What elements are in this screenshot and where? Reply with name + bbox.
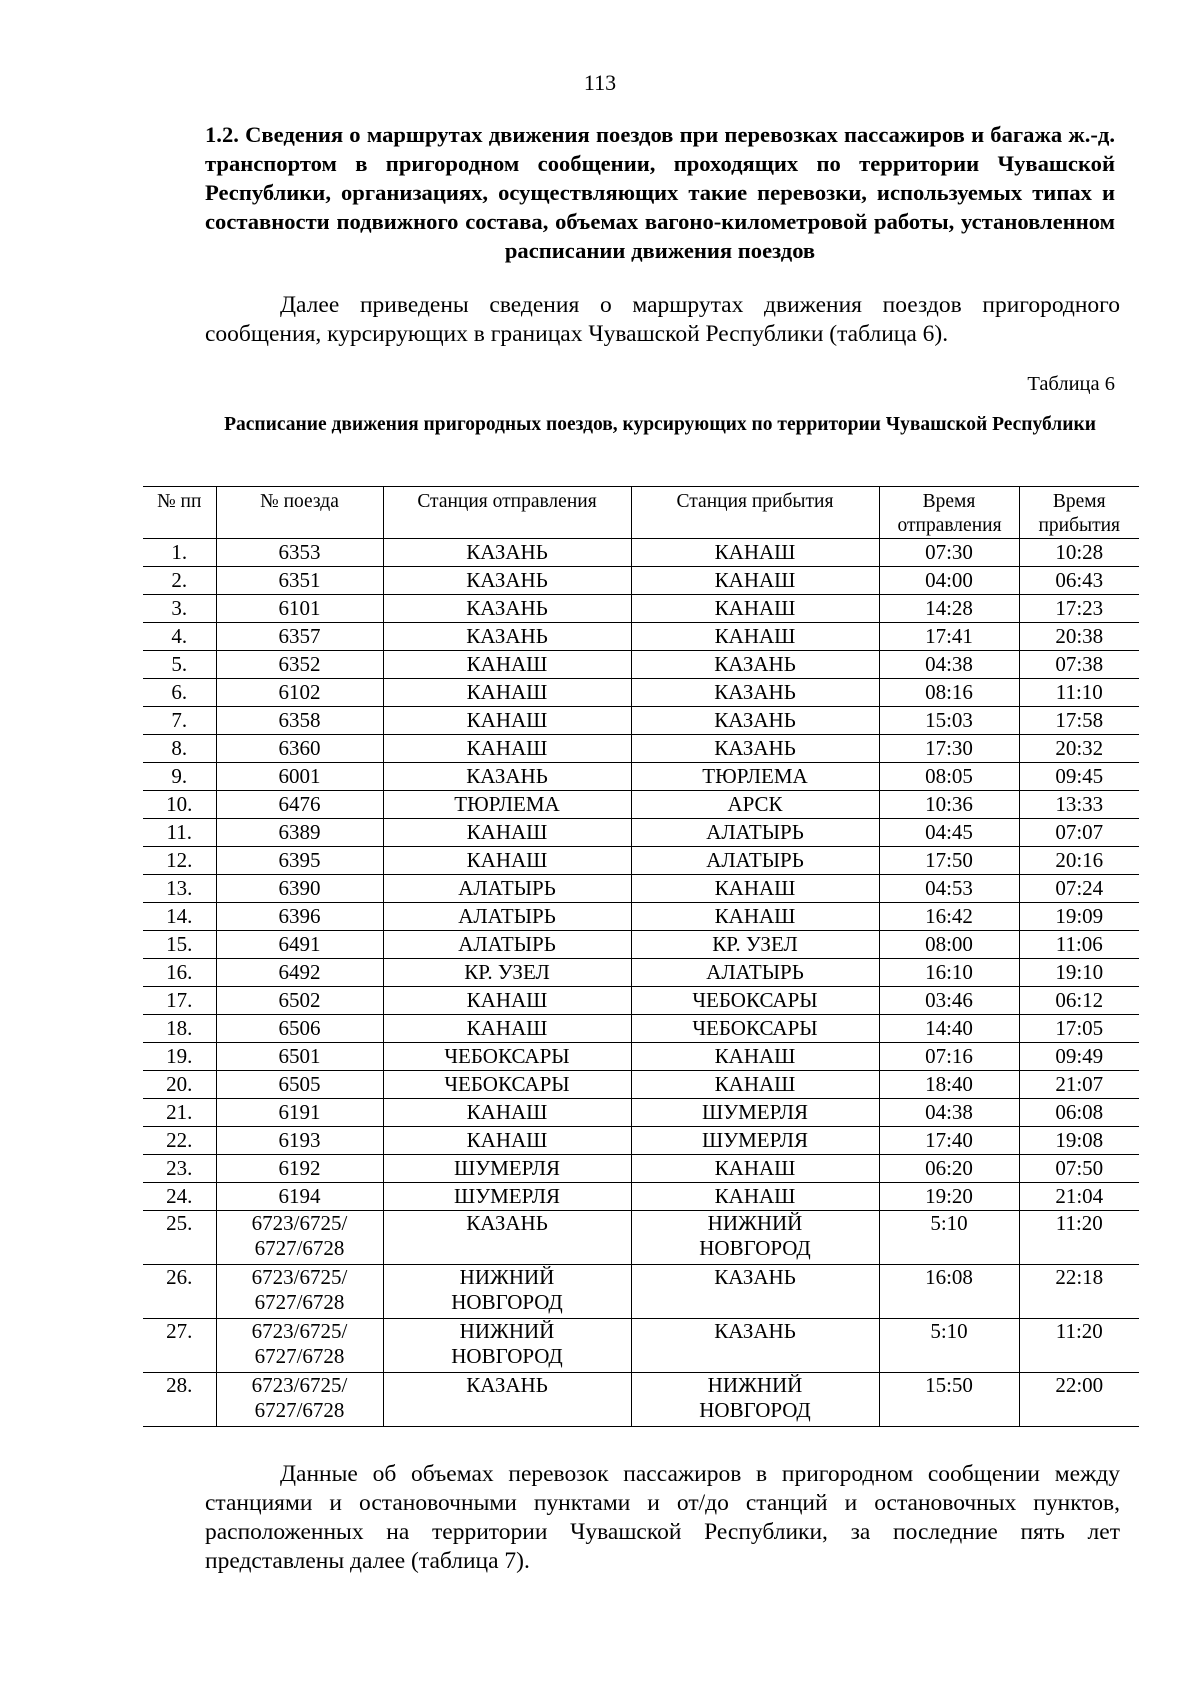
train-number-cell: 6502 (216, 987, 383, 1015)
arrival-time-cell: 11:10 (1019, 679, 1139, 707)
departure-station-cell: КАЗАНЬ (383, 763, 631, 791)
row-number-cell: 23. (143, 1155, 216, 1183)
arrival-station-cell: КАЗАНЬ (631, 679, 879, 707)
arrival-time-cell: 22:00 (1019, 1373, 1139, 1427)
arrival-time-cell: 10:28 (1019, 539, 1139, 567)
departure-station-cell: АЛАТЫРЬ (383, 875, 631, 903)
train-number-cell: 6001 (216, 763, 383, 791)
table-row (143, 1373, 1139, 1427)
table-row (143, 1127, 1139, 1155)
departure-time-cell: 17:40 (879, 1127, 1019, 1155)
arrival-time-cell: 09:49 (1019, 1043, 1139, 1071)
table-row (143, 1015, 1139, 1043)
departure-station-cell: КАЗАНЬ (383, 567, 631, 595)
row-number-cell: 3. (143, 595, 216, 623)
departure-station-cell: КАНАШ (383, 679, 631, 707)
arrival-time-cell: 20:38 (1019, 623, 1139, 651)
train-number-cell: 6194 (216, 1183, 383, 1211)
train-number-cell: 6723/6725/ 6727/6728 (216, 1211, 383, 1265)
row-number-cell: 20. (143, 1071, 216, 1099)
departure-time-cell: 5:10 (879, 1319, 1019, 1373)
departure-station-cell: КАЗАНЬ (383, 539, 631, 567)
train-number-cell: 6192 (216, 1155, 383, 1183)
departure-time-cell: 04:38 (879, 1099, 1019, 1127)
row-number-cell: 9. (143, 763, 216, 791)
table-row (143, 763, 1139, 791)
departure-time-cell: 03:46 (879, 987, 1019, 1015)
table-caption: Расписание движения пригородных поездов, курсирующих по территории Чувашской Республики (224, 414, 1096, 435)
train-number-cell: 6191 (216, 1099, 383, 1127)
table-row (143, 623, 1139, 651)
departure-time-cell: 10:36 (879, 791, 1019, 819)
departure-station-cell: КАНАШ (383, 847, 631, 875)
arrival-station-cell: КАЗАНЬ (631, 735, 879, 763)
departure-time-cell: 5:10 (879, 1211, 1019, 1265)
departure-time-cell: 16:10 (879, 959, 1019, 987)
departure-time-cell: 17:50 (879, 847, 1019, 875)
row-number-cell: 10. (143, 791, 216, 819)
table-row (143, 1071, 1139, 1099)
departure-station-cell: ТЮРЛЕМА (383, 791, 631, 819)
departure-time-cell: 04:38 (879, 651, 1019, 679)
arrival-time-cell: 17:23 (1019, 595, 1139, 623)
row-number-cell: 18. (143, 1015, 216, 1043)
departure-time-cell: 04:45 (879, 819, 1019, 847)
arrival-station-cell: НИЖНИЙ НОВГОРОД (631, 1211, 879, 1265)
departure-station-cell: АЛАТЫРЬ (383, 931, 631, 959)
departure-time-cell: 07:16 (879, 1043, 1019, 1071)
table-row (143, 959, 1139, 987)
row-number-cell: 21. (143, 1099, 216, 1127)
departure-station-cell: КАЗАНЬ (383, 623, 631, 651)
table-row (143, 903, 1139, 931)
departure-time-cell: 16:42 (879, 903, 1019, 931)
train-number-cell: 6501 (216, 1043, 383, 1071)
table-row (143, 1043, 1139, 1071)
table-row (143, 707, 1139, 735)
row-number-cell: 24. (143, 1183, 216, 1211)
arrival-station-cell: КАНАШ (631, 623, 879, 651)
arrival-station-cell: АРСК (631, 791, 879, 819)
arrival-station-cell: КАНАШ (631, 875, 879, 903)
arrival-station-cell: ШУМЕРЛЯ (631, 1099, 879, 1127)
table-row (143, 847, 1139, 875)
row-number-cell: 4. (143, 623, 216, 651)
arrival-station-cell: КАНАШ (631, 595, 879, 623)
departure-time-cell: 14:28 (879, 595, 1019, 623)
header-departure-time: Время отправления (879, 487, 1019, 539)
row-number-cell: 25. (143, 1211, 216, 1265)
arrival-station-cell: КР. УЗЕЛ (631, 931, 879, 959)
arrival-time-cell: 20:16 (1019, 847, 1139, 875)
departure-station-cell: ЧЕБОКСАРЫ (383, 1043, 631, 1071)
table-row (143, 987, 1139, 1015)
header-arrival-time: Время прибытия (1019, 487, 1139, 539)
table-row (143, 791, 1139, 819)
train-number-cell: 6723/6725/ 6727/6728 (216, 1319, 383, 1373)
departure-station-cell: КАНАШ (383, 819, 631, 847)
train-number-cell: 6723/6725/ 6727/6728 (216, 1373, 383, 1427)
departure-time-cell: 15:50 (879, 1373, 1019, 1427)
train-number-cell: 6476 (216, 791, 383, 819)
train-number-cell: 6395 (216, 847, 383, 875)
schedule-table (143, 486, 1139, 1427)
arrival-time-cell: 19:10 (1019, 959, 1139, 987)
table-row (143, 1265, 1139, 1319)
table-row (143, 875, 1139, 903)
train-number-cell: 6389 (216, 819, 383, 847)
train-number-cell: 6492 (216, 959, 383, 987)
arrival-station-cell: КАНАШ (631, 1071, 879, 1099)
departure-station-cell: КР. УЗЕЛ (383, 959, 631, 987)
row-number-cell: 22. (143, 1127, 216, 1155)
arrival-station-cell: КАЗАНЬ (631, 707, 879, 735)
intro-paragraph: Далее приведены сведения о маршрутах движения поездов пригородного сообщения, курсирующих в границах Чувашской Республики (таблица 6). (205, 292, 1120, 347)
arrival-time-cell: 20:32 (1019, 735, 1139, 763)
departure-station-cell: НИЖНИЙ НОВГОРОД (383, 1265, 631, 1319)
page-number: 113 (583, 70, 617, 95)
row-number-cell: 11. (143, 819, 216, 847)
table-row (143, 931, 1139, 959)
arrival-station-cell: КАНАШ (631, 1043, 879, 1071)
table-body (143, 539, 1139, 1427)
row-number-cell: 8. (143, 735, 216, 763)
arrival-time-cell: 19:09 (1019, 903, 1139, 931)
departure-station-cell: ШУМЕРЛЯ (383, 1155, 631, 1183)
header-departure-station: Станция отправления (383, 487, 631, 539)
arrival-station-cell: АЛАТЫРЬ (631, 847, 879, 875)
row-number-cell: 14. (143, 903, 216, 931)
departure-station-cell: КАЗАНЬ (383, 595, 631, 623)
departure-station-cell: КАЗАНЬ (383, 1211, 631, 1265)
arrival-station-cell: ШУМЕРЛЯ (631, 1127, 879, 1155)
table-header-row (143, 487, 1139, 539)
arrival-time-cell: 06:12 (1019, 987, 1139, 1015)
arrival-time-cell: 06:43 (1019, 567, 1139, 595)
table-row (143, 1319, 1139, 1373)
departure-time-cell: 18:40 (879, 1071, 1019, 1099)
departure-station-cell: АЛАТЫРЬ (383, 903, 631, 931)
arrival-station-cell: КАЗАНЬ (631, 1319, 879, 1373)
table-row (143, 1183, 1139, 1211)
departure-time-cell: 08:00 (879, 931, 1019, 959)
row-number-cell: 1. (143, 539, 216, 567)
row-number-cell: 7. (143, 707, 216, 735)
departure-station-cell: КАНАШ (383, 1015, 631, 1043)
arrival-station-cell: КАНАШ (631, 903, 879, 931)
header-train: № поезда (216, 487, 383, 539)
arrival-station-cell: КАЗАНЬ (631, 651, 879, 679)
header-number: № пп (143, 487, 216, 539)
header-arrival-station: Станция прибытия (631, 487, 879, 539)
arrival-station-cell: КАЗАНЬ (631, 1265, 879, 1319)
arrival-time-cell: 13:33 (1019, 791, 1139, 819)
arrival-time-cell: 07:24 (1019, 875, 1139, 903)
departure-time-cell: 14:40 (879, 1015, 1019, 1043)
train-number-cell: 6491 (216, 931, 383, 959)
departure-station-cell: ЧЕБОКСАРЫ (383, 1071, 631, 1099)
arrival-station-cell: ТЮРЛЕМА (631, 763, 879, 791)
departure-time-cell: 17:30 (879, 735, 1019, 763)
row-number-cell: 15. (143, 931, 216, 959)
train-number-cell: 6390 (216, 875, 383, 903)
train-number-cell: 6396 (216, 903, 383, 931)
arrival-time-cell: 21:07 (1019, 1071, 1139, 1099)
table-label: Таблица 6 (1027, 373, 1115, 395)
arrival-station-cell: КАНАШ (631, 1183, 879, 1211)
arrival-time-cell: 07:50 (1019, 1155, 1139, 1183)
departure-time-cell: 04:00 (879, 567, 1019, 595)
departure-station-cell: КАНАШ (383, 707, 631, 735)
table-row (143, 1155, 1139, 1183)
train-number-cell: 6505 (216, 1071, 383, 1099)
train-number-cell: 6358 (216, 707, 383, 735)
departure-station-cell: КАНАШ (383, 1127, 631, 1155)
arrival-time-cell: 11:06 (1019, 931, 1139, 959)
arrival-time-cell: 06:08 (1019, 1099, 1139, 1127)
row-number-cell: 27. (143, 1319, 216, 1373)
table-row (143, 1211, 1139, 1265)
departure-time-cell: 04:53 (879, 875, 1019, 903)
arrival-time-cell: 11:20 (1019, 1319, 1139, 1373)
row-number-cell: 19. (143, 1043, 216, 1071)
departure-station-cell: ШУМЕРЛЯ (383, 1183, 631, 1211)
departure-station-cell: КАНАШ (383, 987, 631, 1015)
arrival-station-cell: АЛАТЫРЬ (631, 819, 879, 847)
train-number-cell: 6193 (216, 1127, 383, 1155)
departure-station-cell: КАНАШ (383, 735, 631, 763)
arrival-time-cell: 07:07 (1019, 819, 1139, 847)
train-number-cell: 6353 (216, 539, 383, 567)
arrival-time-cell: 17:05 (1019, 1015, 1139, 1043)
departure-time-cell: 08:05 (879, 763, 1019, 791)
table-row (143, 735, 1139, 763)
arrival-time-cell: 19:08 (1019, 1127, 1139, 1155)
row-number-cell: 17. (143, 987, 216, 1015)
departure-time-cell: 07:30 (879, 539, 1019, 567)
departure-time-cell: 15:03 (879, 707, 1019, 735)
closing-paragraph: Данные об объемах перевозок пассажиров в пригородном сообщении между станциями и остановочными пунктами и от/до станций и остановочных пунктов, расположенных на территории Чувашской Республики, за последние пять лет представлены далее (таблица 7). (205, 1461, 1120, 1574)
arrival-station-cell: НИЖНИЙ НОВГОРОД (631, 1373, 879, 1427)
train-number-cell: 6506 (216, 1015, 383, 1043)
arrival-time-cell: 11:20 (1019, 1211, 1139, 1265)
table-row (143, 567, 1139, 595)
arrival-time-cell: 22:18 (1019, 1265, 1139, 1319)
arrival-station-cell: ЧЕБОКСАРЫ (631, 987, 879, 1015)
arrival-time-cell: 09:45 (1019, 763, 1139, 791)
arrival-time-cell: 07:38 (1019, 651, 1139, 679)
train-number-cell: 6351 (216, 567, 383, 595)
row-number-cell: 13. (143, 875, 216, 903)
arrival-time-cell: 21:04 (1019, 1183, 1139, 1211)
train-number-cell: 6723/6725/ 6727/6728 (216, 1265, 383, 1319)
arrival-station-cell: КАНАШ (631, 539, 879, 567)
train-number-cell: 6360 (216, 735, 383, 763)
train-number-cell: 6102 (216, 679, 383, 707)
table-row (143, 1099, 1139, 1127)
arrival-station-cell: АЛАТЫРЬ (631, 959, 879, 987)
table-row (143, 651, 1139, 679)
departure-time-cell: 06:20 (879, 1155, 1019, 1183)
departure-station-cell: КАНАШ (383, 1099, 631, 1127)
row-number-cell: 5. (143, 651, 216, 679)
row-number-cell: 12. (143, 847, 216, 875)
arrival-time-cell: 17:58 (1019, 707, 1139, 735)
table-row (143, 679, 1139, 707)
departure-station-cell: НИЖНИЙ НОВГОРОД (383, 1319, 631, 1373)
row-number-cell: 16. (143, 959, 216, 987)
table-row (143, 595, 1139, 623)
arrival-station-cell: КАНАШ (631, 567, 879, 595)
table-row (143, 819, 1139, 847)
departure-time-cell: 17:41 (879, 623, 1019, 651)
departure-time-cell: 08:16 (879, 679, 1019, 707)
arrival-station-cell: ЧЕБОКСАРЫ (631, 1015, 879, 1043)
departure-time-cell: 19:20 (879, 1183, 1019, 1211)
train-number-cell: 6352 (216, 651, 383, 679)
departure-time-cell: 16:08 (879, 1265, 1019, 1319)
departure-station-cell: КАНАШ (383, 651, 631, 679)
table-row (143, 539, 1139, 567)
row-number-cell: 26. (143, 1265, 216, 1319)
train-number-cell: 6357 (216, 623, 383, 651)
arrival-station-cell: КАНАШ (631, 1155, 879, 1183)
section-heading: 1.2. Сведения о маршрутах движения поездов при перевозках пассажиров и багажа ж.-д. транспортом в пригородном сообщении, проходящих по территории Чувашской Республики, организациях, осуществляющих такие перевозки, используемых типах и составности подвижного состава, объемах вагоно-километровой работы, установленном расписании движения поездов (205, 122, 1115, 263)
departure-station-cell: КАЗАНЬ (383, 1373, 631, 1427)
row-number-cell: 2. (143, 567, 216, 595)
row-number-cell: 6. (143, 679, 216, 707)
train-number-cell: 6101 (216, 595, 383, 623)
row-number-cell: 28. (143, 1373, 216, 1427)
